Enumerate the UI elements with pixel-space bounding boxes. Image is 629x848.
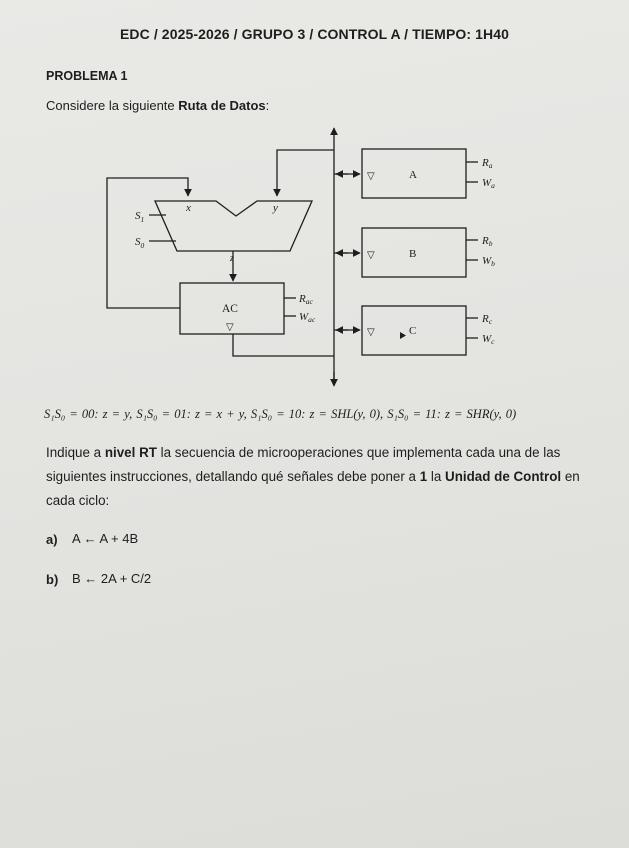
b-read-main: R [482, 235, 489, 247]
ac-marker: ▽ [226, 322, 234, 333]
ac-label: AC [222, 303, 238, 315]
ac-to-x-wire [107, 178, 188, 308]
alu [155, 201, 312, 251]
c-read-sub: c [488, 317, 493, 326]
option-b-text: B ← 2A + C/2 [72, 571, 152, 586]
c-read-main: R [482, 313, 489, 325]
question-text [46, 441, 591, 513]
s0-label [135, 236, 145, 250]
ac-write-sub: ac [308, 315, 316, 324]
alu-x-label: x [186, 202, 191, 214]
s0-main: S [135, 236, 141, 248]
b-read-sub: b [488, 239, 493, 248]
c-write-main: W [482, 333, 492, 345]
ac-read-sub: ac [305, 297, 313, 306]
s1-sub: 1 [140, 215, 145, 224]
question-b2: 1 [419, 469, 428, 484]
alu-z-label: z [230, 253, 234, 264]
intro-bold: Ruta de Datos [178, 98, 266, 113]
b-marker: ▽ [367, 250, 375, 261]
a-read-sub: a [488, 161, 493, 170]
b-read-label [481, 235, 493, 248]
question-p3: la [427, 469, 446, 484]
ac-to-bus-wire [233, 334, 334, 356]
alu-function-formula: S₁S₀ = 00: z = y, S₁S₀ = 01: z = x + y, S₁S₀ = 10: z = SHL(y, 0), S₁S₀ = 11: z = SHR(y, 0) [44, 407, 517, 421]
a-write-main: W [482, 177, 492, 189]
c-write-label [482, 333, 495, 346]
c-read-label [481, 313, 493, 326]
c-write-sub: c [491, 337, 495, 346]
option-a [46, 531, 139, 549]
s1-label [135, 210, 144, 224]
a-write-sub: a [491, 181, 495, 190]
b-write-sub: b [491, 259, 495, 268]
question-p4: en cada ciclo: [46, 469, 580, 508]
a-read-main: R [482, 157, 489, 169]
option-a-letter: a) [46, 532, 58, 547]
ac-write-label [299, 311, 316, 324]
alu-y-label: y [273, 202, 278, 214]
option-a-text: A ← A + 4B [72, 531, 139, 546]
question-b3: Unidad de Control [445, 469, 562, 484]
exam-header: EDC / 2025-2026 / GRUPO 3 / CONTROL A / TIEMPO: 1H40 [119, 26, 509, 42]
intro-before: Considere la siguiente [46, 98, 179, 113]
ac-read-label [298, 293, 313, 306]
b-name: B [409, 248, 417, 260]
a-name: A [409, 169, 417, 181]
s0-sub: 0 [140, 241, 145, 250]
c-name: C [409, 325, 417, 337]
b-write-main: W [482, 255, 492, 267]
question-p2: la secuencia de microoperaciones que implementa cada una de las siguientes instrucciones, detallando qué señales debe poner a [46, 445, 561, 484]
a-marker: ▽ [367, 171, 375, 182]
a-write-label [482, 177, 495, 190]
option-b [46, 571, 152, 589]
ac-read-main: R [299, 293, 306, 305]
b-write-label [482, 255, 495, 268]
intro-after: : [265, 98, 270, 113]
option-b-letter: b) [46, 572, 59, 587]
s1-main: S [135, 210, 141, 222]
question-b1: nivel RT [104, 445, 157, 460]
c-marker: ▽ [367, 327, 375, 338]
bus-to-y-wire [277, 150, 334, 196]
problem-title: PROBLEMA 1 [46, 69, 128, 83]
cursor-icon [400, 332, 406, 339]
ac-write-main: W [299, 311, 309, 323]
a-read-label [481, 157, 493, 170]
datapath-diagram [0, 0, 629, 400]
question-p1: Indique a [46, 445, 105, 460]
